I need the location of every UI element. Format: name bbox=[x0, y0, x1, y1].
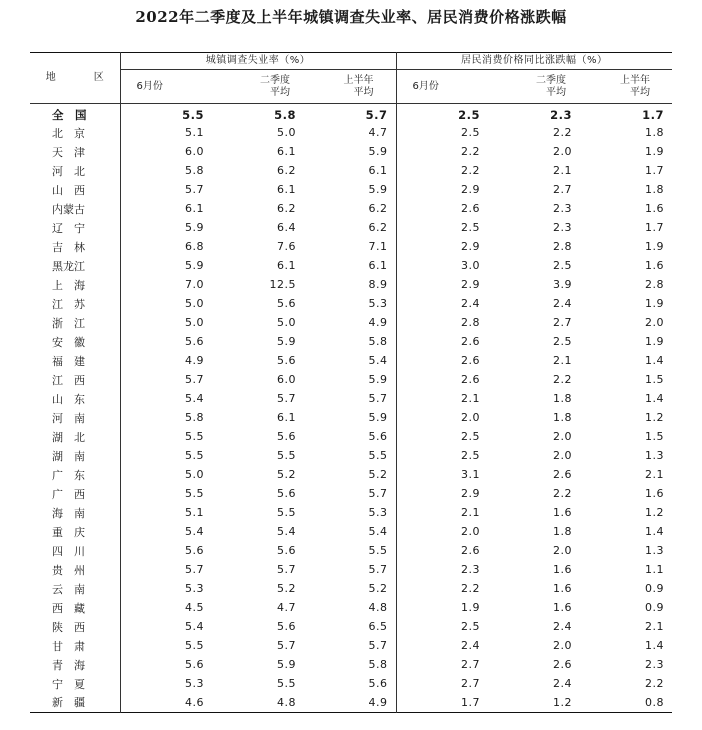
cell-cpi-q2-avg: 2.1 bbox=[553, 164, 572, 177]
cell-unemp-q2-avg: 6.1 bbox=[277, 183, 296, 196]
cell-unemp-june: 5.4 bbox=[185, 620, 204, 633]
cell-cpi-q2-avg: 2.3 bbox=[550, 108, 572, 122]
cell-unemp-h1-avg: 5.5 bbox=[304, 541, 396, 560]
cell-region: 青 海 bbox=[30, 655, 120, 674]
cell-cpi-h1-avg: 1.3 bbox=[645, 449, 665, 462]
cell-cpi-h1-avg: 1.4 bbox=[645, 392, 665, 405]
cell-unemp-june: 5.4 bbox=[185, 392, 204, 405]
table-row bbox=[30, 370, 672, 389]
cell-unemp-june: 5.3 bbox=[185, 582, 204, 595]
cell-unemp-h1-avg: 5.4 bbox=[304, 351, 396, 370]
cell-unemp-h1-avg: 6.2 bbox=[304, 218, 396, 237]
header-region: 地 区 bbox=[30, 53, 120, 104]
cell-cpi-q2-avg: 1.6 bbox=[553, 601, 572, 614]
table-header bbox=[30, 53, 672, 104]
cell-cpi-june: 2.0 bbox=[461, 525, 480, 538]
cell-region: 贵 州 bbox=[30, 560, 120, 579]
cell-cpi-q2-avg: 2.0 bbox=[553, 544, 572, 557]
cell-unemp-h1-avg: 5.6 bbox=[304, 674, 396, 693]
cell-unemp-june: 5.9 bbox=[185, 221, 204, 234]
cell-cpi-q2-avg: 1.8 bbox=[553, 411, 572, 424]
cell-region: 北 京 bbox=[30, 123, 120, 142]
table-row bbox=[30, 275, 672, 294]
cell-region: 天 津 bbox=[30, 142, 120, 161]
cell-region: 上 海 bbox=[30, 275, 120, 294]
cell-cpi-h1-avg: 1.1 bbox=[645, 563, 665, 576]
cell-cpi-q2-avg: 2.0 bbox=[553, 430, 572, 443]
cell-cpi-q2-avg: 2.4 bbox=[553, 677, 572, 690]
cell-cpi-june: 2.6 bbox=[461, 544, 480, 557]
cell-unemp-q2-avg: 5.0 bbox=[277, 126, 296, 139]
cell-unemp-h1-avg: 5.7 bbox=[304, 484, 396, 503]
cell-unemp-h1-avg: 6.2 bbox=[304, 199, 396, 218]
cell-region: 海 南 bbox=[30, 503, 120, 522]
cell-cpi-q2-avg: 2.7 bbox=[553, 183, 572, 196]
cell-cpi-june: 2.9 bbox=[461, 278, 480, 291]
cell-unemp-june: 5.6 bbox=[185, 658, 204, 671]
cell-region: 辽 宁 bbox=[30, 218, 120, 237]
cell-unemp-h1-avg: 5.9 bbox=[304, 180, 396, 199]
table-row bbox=[30, 408, 672, 427]
cell-unemp-h1-avg: 5.7 bbox=[304, 389, 396, 408]
cell-region: 河 南 bbox=[30, 408, 120, 427]
cell-unemp-h1-avg: 5.9 bbox=[304, 142, 396, 161]
cell-cpi-june: 2.7 bbox=[461, 658, 480, 671]
header-unemp-q2 bbox=[212, 70, 304, 104]
cell-cpi-june: 2.1 bbox=[461, 506, 480, 519]
cell-region: 吉 林 bbox=[30, 237, 120, 256]
cell-unemp-q2-avg: 5.7 bbox=[277, 639, 296, 652]
cell-unemp-h1-avg: 4.8 bbox=[304, 598, 396, 617]
cell-cpi-h1-avg: 1.6 bbox=[645, 202, 665, 215]
cell-cpi-h1-avg: 0.9 bbox=[645, 582, 665, 595]
header-unemp-h1-line1: 上半年 bbox=[343, 74, 374, 86]
cell-unemp-h1-avg: 4.7 bbox=[304, 123, 396, 142]
cell-unemp-june: 5.6 bbox=[185, 335, 204, 348]
cell-region: 安 徽 bbox=[30, 332, 120, 351]
cell-unemp-q2-avg: 5.9 bbox=[277, 335, 296, 348]
table-row bbox=[30, 332, 672, 351]
cell-cpi-june: 2.1 bbox=[461, 392, 480, 405]
cell-region: 湖 南 bbox=[30, 446, 120, 465]
cell-region: 甘 肃 bbox=[30, 636, 120, 655]
cell-cpi-q2-avg: 2.7 bbox=[553, 316, 572, 329]
statistics-table bbox=[30, 52, 672, 713]
cell-unemp-h1-avg: 6.5 bbox=[304, 617, 396, 636]
cell-cpi-h1-avg: 1.8 bbox=[645, 183, 665, 196]
cell-cpi-h1-avg: 1.9 bbox=[645, 335, 665, 348]
table-row bbox=[30, 598, 672, 617]
cell-cpi-h1-avg: 0.8 bbox=[645, 695, 665, 709]
cell-unemp-q2-avg: 4.8 bbox=[277, 695, 296, 709]
cell-cpi-q2-avg: 2.4 bbox=[553, 620, 572, 633]
cell-unemp-q2-avg: 5.8 bbox=[274, 108, 296, 122]
cell-cpi-q2-avg: 2.6 bbox=[553, 468, 572, 481]
cell-unemp-q2-avg: 6.4 bbox=[277, 221, 296, 234]
cell-unemp-q2-avg: 6.2 bbox=[277, 202, 296, 215]
cell-unemp-june: 5.8 bbox=[185, 411, 204, 424]
table-row bbox=[30, 503, 672, 522]
cell-unemp-june: 4.5 bbox=[185, 601, 204, 614]
cell-unemp-h1-avg: 5.5 bbox=[304, 446, 396, 465]
cell-unemp-june: 5.0 bbox=[185, 316, 204, 329]
cell-cpi-h1-avg: 1.3 bbox=[645, 544, 665, 557]
cell-unemp-q2-avg: 6.1 bbox=[277, 411, 296, 424]
cell-cpi-june: 2.8 bbox=[461, 316, 480, 329]
cell-cpi-june: 2.2 bbox=[461, 164, 480, 177]
cell-unemp-june: 6.1 bbox=[185, 202, 204, 215]
table-row bbox=[30, 256, 672, 275]
cell-unemp-june: 5.7 bbox=[185, 563, 204, 576]
cell-unemp-june: 7.0 bbox=[185, 278, 204, 291]
table-row bbox=[30, 142, 672, 161]
cell-unemp-h1-avg: 4.9 bbox=[304, 693, 396, 712]
cell-cpi-h1-avg: 1.5 bbox=[645, 373, 665, 386]
cell-cpi-june: 2.5 bbox=[461, 430, 480, 443]
header-cpi-q2 bbox=[488, 70, 580, 104]
cell-unemp-june: 5.0 bbox=[185, 297, 204, 310]
table-body bbox=[30, 104, 672, 713]
table-row bbox=[30, 465, 672, 484]
cell-unemp-q2-avg: 5.6 bbox=[277, 544, 296, 557]
cell-cpi-june: 2.5 bbox=[461, 126, 480, 139]
cell-unemp-h1-avg: 5.6 bbox=[304, 427, 396, 446]
cell-unemp-q2-avg: 5.5 bbox=[277, 449, 296, 462]
cell-cpi-june: 2.3 bbox=[461, 563, 480, 576]
cell-cpi-q2-avg: 2.6 bbox=[553, 658, 572, 671]
cell-cpi-june: 3.0 bbox=[461, 259, 480, 272]
header-group-unemployment bbox=[120, 53, 396, 70]
cell-unemp-q2-avg: 5.7 bbox=[277, 392, 296, 405]
cell-unemp-june: 5.8 bbox=[185, 164, 204, 177]
cell-unemp-h1-avg: 6.1 bbox=[304, 256, 396, 275]
cell-cpi-h1-avg: 1.7 bbox=[642, 108, 665, 122]
cell-region: 江 苏 bbox=[30, 294, 120, 313]
cell-unemp-q2-avg: 4.7 bbox=[277, 601, 296, 614]
cell-cpi-june: 2.9 bbox=[461, 183, 480, 196]
cell-cpi-q2-avg: 2.1 bbox=[553, 354, 572, 367]
cell-unemp-q2-avg: 5.2 bbox=[277, 468, 296, 481]
cell-unemp-h1-avg: 4.9 bbox=[304, 313, 396, 332]
cell-unemp-q2-avg: 6.0 bbox=[277, 373, 296, 386]
cell-region: 云 南 bbox=[30, 579, 120, 598]
cell-unemp-h1-avg: 5.2 bbox=[304, 579, 396, 598]
cell-cpi-h1-avg: 1.6 bbox=[645, 487, 665, 500]
table-row bbox=[30, 636, 672, 655]
cell-unemp-june: 5.7 bbox=[185, 183, 204, 196]
cell-unemp-june: 5.5 bbox=[185, 639, 204, 652]
cell-unemp-q2-avg: 5.4 bbox=[277, 525, 296, 538]
cell-unemp-june: 6.0 bbox=[185, 145, 204, 158]
cell-cpi-q2-avg: 2.2 bbox=[553, 373, 572, 386]
cell-unemp-june: 5.5 bbox=[185, 487, 204, 500]
cell-cpi-june: 2.6 bbox=[461, 202, 480, 215]
cell-cpi-q2-avg: 2.5 bbox=[553, 259, 572, 272]
cell-unemp-q2-avg: 5.5 bbox=[277, 506, 296, 519]
cell-cpi-june: 1.7 bbox=[461, 695, 480, 709]
table-row bbox=[30, 161, 672, 180]
cell-region: 西 藏 bbox=[30, 598, 120, 617]
table-row bbox=[30, 294, 672, 313]
cell-unemp-h1-avg: 5.7 bbox=[304, 104, 396, 124]
cell-cpi-q2-avg: 2.2 bbox=[553, 487, 572, 500]
cell-unemp-q2-avg: 5.6 bbox=[277, 354, 296, 367]
cell-unemp-h1-avg: 8.9 bbox=[304, 275, 396, 294]
cell-cpi-june: 2.6 bbox=[461, 335, 480, 348]
cell-cpi-q2-avg: 1.6 bbox=[553, 563, 572, 576]
cell-region: 河 北 bbox=[30, 161, 120, 180]
cell-unemp-h1-avg: 6.1 bbox=[304, 161, 396, 180]
cell-cpi-june: 3.1 bbox=[461, 468, 480, 481]
cell-cpi-h1-avg: 1.6 bbox=[645, 259, 665, 272]
cell-unemp-h1-avg: 5.3 bbox=[304, 503, 396, 522]
page-title: 2022年二季度及上半年城镇调查失业率、居民消费价格涨跌幅 bbox=[135, 8, 567, 26]
table-row bbox=[30, 655, 672, 674]
table-row bbox=[30, 351, 672, 370]
cell-cpi-h1-avg: 0.9 bbox=[645, 601, 665, 614]
cell-region: 重 庆 bbox=[30, 522, 120, 541]
cell-region: 浙 江 bbox=[30, 313, 120, 332]
header-unemp-h1-line2: 平均 bbox=[353, 86, 374, 98]
cell-unemp-h1-avg: 5.9 bbox=[304, 408, 396, 427]
header-cpi-june: 6月份 bbox=[396, 70, 488, 104]
cell-unemp-h1-avg: 5.7 bbox=[304, 560, 396, 579]
table-row bbox=[30, 237, 672, 256]
cell-cpi-q2-avg: 1.6 bbox=[553, 506, 572, 519]
cell-region: 湖 北 bbox=[30, 427, 120, 446]
cell-cpi-june: 2.9 bbox=[461, 240, 480, 253]
cell-cpi-h1-avg: 1.5 bbox=[645, 430, 665, 443]
cell-region: 宁 夏 bbox=[30, 674, 120, 693]
header-unemp-june: 6月份 bbox=[120, 70, 212, 104]
cell-unemp-q2-avg: 7.6 bbox=[277, 240, 296, 253]
cell-cpi-q2-avg: 2.3 bbox=[553, 202, 572, 215]
header-cpi-h1-line1: 上半年 bbox=[620, 74, 651, 86]
header-cpi-h1-line2: 平均 bbox=[630, 86, 651, 98]
cell-cpi-june: 2.5 bbox=[458, 108, 480, 122]
cell-cpi-q2-avg: 2.8 bbox=[553, 240, 572, 253]
cell-unemp-q2-avg: 5.2 bbox=[277, 582, 296, 595]
cell-cpi-june: 2.2 bbox=[461, 145, 480, 158]
cell-unemp-h1-avg: 5.2 bbox=[304, 465, 396, 484]
cell-cpi-june: 2.0 bbox=[461, 411, 480, 424]
cell-unemp-june: 5.7 bbox=[185, 373, 204, 386]
cell-cpi-q2-avg: 2.3 bbox=[553, 221, 572, 234]
cell-cpi-h1-avg: 1.7 bbox=[645, 164, 665, 177]
cell-cpi-h1-avg: 1.4 bbox=[645, 525, 665, 538]
cell-unemp-h1-avg: 5.8 bbox=[304, 655, 396, 674]
cell-region: 全 国 bbox=[30, 104, 120, 124]
cell-region: 广 西 bbox=[30, 484, 120, 503]
cell-region: 陕 西 bbox=[30, 617, 120, 636]
cell-unemp-q2-avg: 5.6 bbox=[277, 297, 296, 310]
cell-cpi-june: 2.6 bbox=[461, 354, 480, 367]
cell-unemp-h1-avg: 5.3 bbox=[304, 294, 396, 313]
cell-region: 四 川 bbox=[30, 541, 120, 560]
table-row bbox=[30, 674, 672, 693]
cell-unemp-q2-avg: 6.1 bbox=[277, 259, 296, 272]
cell-unemp-june: 5.5 bbox=[182, 108, 204, 122]
cell-unemp-june: 5.6 bbox=[185, 544, 204, 557]
cell-unemp-q2-avg: 5.6 bbox=[277, 430, 296, 443]
cell-unemp-h1-avg: 7.1 bbox=[304, 237, 396, 256]
cell-cpi-june: 2.4 bbox=[461, 639, 480, 652]
cell-unemp-q2-avg: 5.9 bbox=[277, 658, 296, 671]
cell-unemp-june: 5.0 bbox=[185, 468, 204, 481]
table-row bbox=[30, 180, 672, 199]
cell-cpi-h1-avg: 1.8 bbox=[645, 126, 665, 139]
cell-cpi-june: 2.5 bbox=[461, 620, 480, 633]
cell-unemp-june: 5.3 bbox=[185, 677, 204, 690]
cell-cpi-h1-avg: 1.9 bbox=[645, 297, 665, 310]
table-row bbox=[30, 123, 672, 142]
cell-cpi-june: 2.2 bbox=[461, 582, 480, 595]
cell-unemp-q2-avg: 5.5 bbox=[277, 677, 296, 690]
header-unemp-q2-line2: 平均 bbox=[270, 86, 290, 98]
cell-cpi-june: 1.9 bbox=[461, 601, 480, 614]
table-row bbox=[30, 579, 672, 598]
table-row bbox=[30, 389, 672, 408]
cell-unemp-june: 5.1 bbox=[185, 126, 204, 139]
cell-unemp-q2-avg: 5.7 bbox=[277, 563, 296, 576]
table-row-total bbox=[30, 104, 672, 124]
header-unemp-q2-line1: 二季度 bbox=[260, 74, 290, 86]
cell-unemp-june: 5.4 bbox=[185, 525, 204, 538]
header-cpi-q2-line2: 平均 bbox=[546, 86, 566, 98]
table-row bbox=[30, 560, 672, 579]
cell-unemp-june: 4.9 bbox=[185, 354, 204, 367]
cell-cpi-h1-avg: 2.1 bbox=[645, 468, 665, 481]
table-row bbox=[30, 541, 672, 560]
cell-cpi-june: 2.4 bbox=[461, 297, 480, 310]
cell-unemp-june: 5.5 bbox=[185, 430, 204, 443]
cell-cpi-q2-avg: 2.4 bbox=[553, 297, 572, 310]
cell-cpi-h1-avg: 2.3 bbox=[645, 658, 665, 671]
cell-unemp-june: 5.5 bbox=[185, 449, 204, 462]
header-group-cpi-label: 居民消费价格同比涨跌幅（%） bbox=[461, 55, 608, 66]
cell-unemp-june: 5.9 bbox=[185, 259, 204, 272]
cell-unemp-june: 5.1 bbox=[185, 506, 204, 519]
table-row bbox=[30, 313, 672, 332]
header-unemp-h1 bbox=[304, 70, 396, 104]
cell-region: 内蒙古 bbox=[30, 199, 120, 218]
cell-region: 黑龙江 bbox=[30, 256, 120, 275]
cell-region: 江 西 bbox=[30, 370, 120, 389]
cell-cpi-q2-avg: 1.8 bbox=[553, 392, 572, 405]
cell-region: 新 疆 bbox=[30, 693, 120, 712]
cell-unemp-q2-avg: 6.2 bbox=[277, 164, 296, 177]
cell-cpi-june: 2.5 bbox=[461, 221, 480, 234]
cell-cpi-q2-avg: 1.2 bbox=[553, 695, 572, 709]
cell-unemp-q2-avg: 5.0 bbox=[277, 316, 296, 329]
cell-cpi-june: 2.9 bbox=[461, 487, 480, 500]
cell-unemp-h1-avg: 5.8 bbox=[304, 332, 396, 351]
cell-cpi-q2-avg: 1.6 bbox=[553, 582, 572, 595]
cell-cpi-h1-avg: 1.9 bbox=[645, 240, 665, 253]
table-row bbox=[30, 693, 672, 712]
cell-unemp-june: 6.8 bbox=[185, 240, 204, 253]
cell-cpi-june: 2.6 bbox=[461, 373, 480, 386]
cell-unemp-h1-avg: 5.7 bbox=[304, 636, 396, 655]
cell-cpi-q2-avg: 2.2 bbox=[553, 126, 572, 139]
header-group-cpi bbox=[396, 53, 672, 70]
cell-cpi-june: 2.7 bbox=[461, 677, 480, 690]
cell-cpi-q2-avg: 2.5 bbox=[553, 335, 572, 348]
cell-cpi-h1-avg: 1.9 bbox=[645, 145, 665, 158]
header-group-unemployment-label: 城镇调查失业率（%） bbox=[205, 55, 311, 66]
cell-cpi-q2-avg: 1.8 bbox=[553, 525, 572, 538]
table-row bbox=[30, 446, 672, 465]
cell-unemp-june: 4.6 bbox=[185, 695, 204, 709]
table-row bbox=[30, 522, 672, 541]
cell-unemp-q2-avg: 5.6 bbox=[277, 620, 296, 633]
table-row bbox=[30, 617, 672, 636]
cell-cpi-h1-avg: 2.1 bbox=[645, 620, 665, 633]
cell-cpi-h1-avg: 1.7 bbox=[645, 221, 665, 234]
table-row bbox=[30, 199, 672, 218]
table-row bbox=[30, 218, 672, 237]
cell-unemp-h1-avg: 5.9 bbox=[304, 370, 396, 389]
cell-cpi-h1-avg: 1.4 bbox=[645, 354, 665, 367]
cell-region: 广 东 bbox=[30, 465, 120, 484]
table-row bbox=[30, 427, 672, 446]
table-row bbox=[30, 484, 672, 503]
cell-cpi-h1-avg: 2.0 bbox=[645, 316, 665, 329]
cell-unemp-q2-avg: 5.6 bbox=[277, 487, 296, 500]
cell-cpi-h1-avg: 1.4 bbox=[645, 639, 665, 652]
cell-region: 山 东 bbox=[30, 389, 120, 408]
cell-cpi-h1-avg: 1.2 bbox=[645, 411, 665, 424]
cell-cpi-q2-avg: 2.0 bbox=[553, 145, 572, 158]
cell-region: 福 建 bbox=[30, 351, 120, 370]
cell-cpi-h1-avg: 1.2 bbox=[645, 506, 665, 519]
cell-cpi-h1-avg: 2.2 bbox=[645, 677, 665, 690]
cell-unemp-q2-avg: 6.1 bbox=[277, 145, 296, 158]
header-cpi-q2-line1: 二季度 bbox=[536, 74, 566, 86]
cell-cpi-h1-avg: 2.8 bbox=[645, 278, 665, 291]
cell-cpi-q2-avg: 3.9 bbox=[553, 278, 572, 291]
header-cpi-h1 bbox=[580, 70, 672, 104]
cell-unemp-h1-avg: 5.4 bbox=[304, 522, 396, 541]
cell-cpi-june: 2.5 bbox=[461, 449, 480, 462]
cell-unemp-q2-avg: 12.5 bbox=[269, 278, 296, 291]
cell-region: 山 西 bbox=[30, 180, 120, 199]
cell-cpi-q2-avg: 2.0 bbox=[553, 639, 572, 652]
cell-cpi-q2-avg: 2.0 bbox=[553, 449, 572, 462]
